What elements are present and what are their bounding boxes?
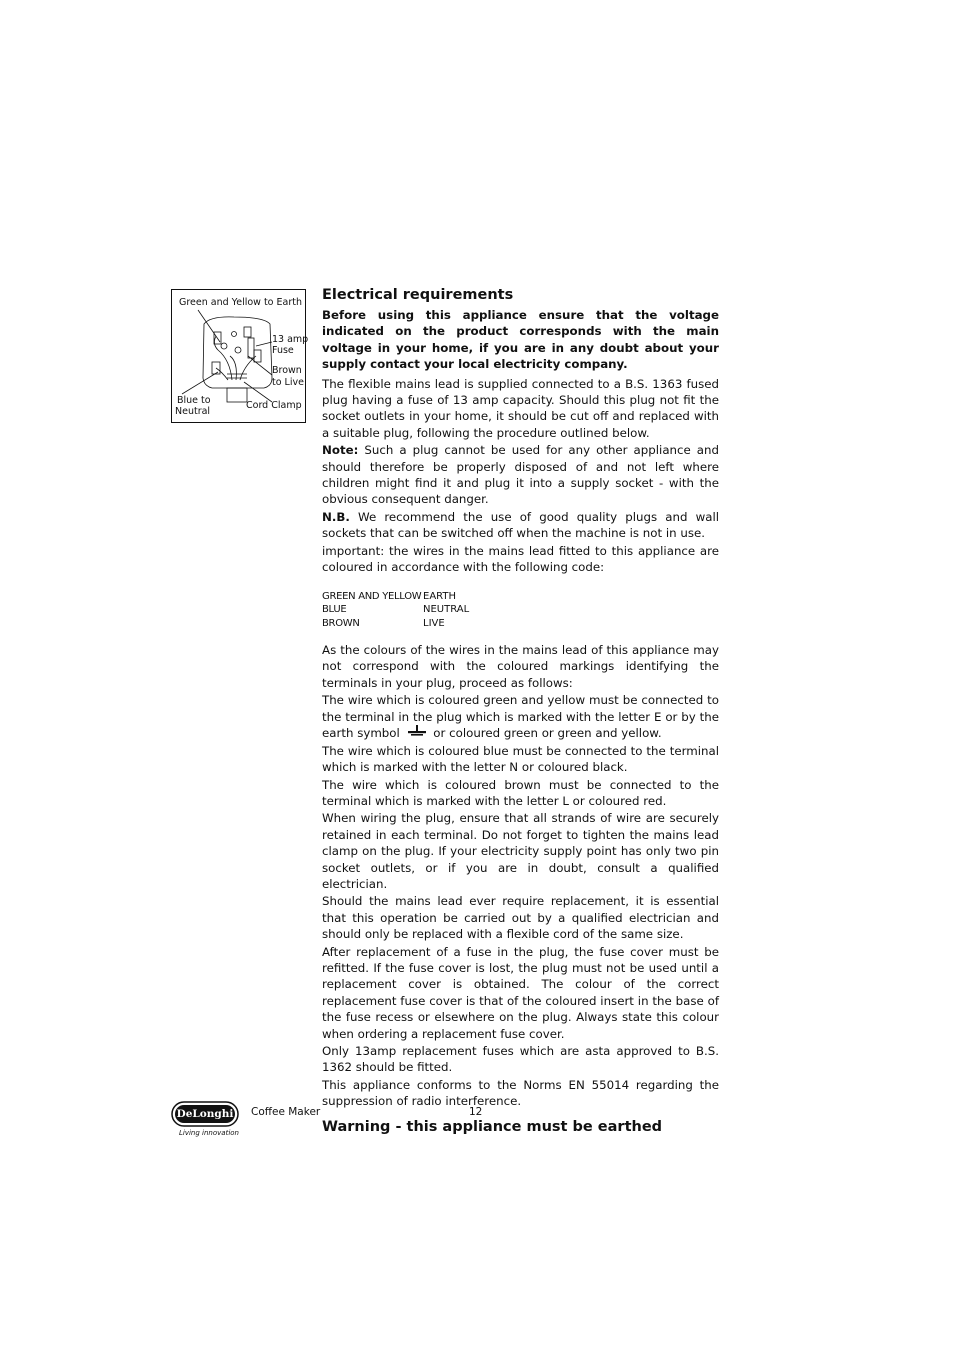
wiring-paragraph: When wiring the plug, ensure that all strands of wire are securely retained in each terminal. Do not forget to tighten the mains lead clamp on the plug. If your electricity supply point has only two pin socket outlets, or if you are in doubt, consult a qualified electrician. <box>322 811 719 891</box>
blue-wire-paragraph: The wire which is coloured blue must be connected to the terminal which is marked with the letter N or coloured black. <box>322 743 719 775</box>
earth-symbol-icon <box>407 725 427 741</box>
replacement-paragraph: Should the mains lead ever require replacement, it is essential that this operation be carried out by a qualified electrician and should only be replaced with a flexible cord of the same size. <box>322 894 719 942</box>
supply-paragraph: The flexible mains lead is supplied connected to a B.S. 1363 fused plug having a fuse of 13 amp capacity. Should this plug not fit the socket outlets in your home, it should be cut off and replaced with a suitable plug, following the procedure outlined below. <box>322 376 719 440</box>
label-fuse-amp: 13 amp <box>272 334 309 345</box>
nb-text: We recommend the use of good quality plugs and wall sockets that can be switched off when the machine is not in use. <box>322 509 720 541</box>
norms-paragraph: This appliance conforms to the Norms EN 55014 regarding the suppression of radio interference. <box>322 1077 719 1109</box>
fuse-cover-paragraph: After replacement of a fuse in the plug, the fuse cover must be refitted. If the fuse cover is lost, the plug must not be used until a replacement cover is obtained. The colour of the correct replacement fuse cover is that of the coloured insert in the base of the fuse recess or elsewhere on the plug. Always state this colour when ordering a replacement fuse cover. <box>322 944 719 1041</box>
brand-tagline: Living innovation <box>179 1129 239 1137</box>
green-wire-text-1: The wire which is coloured green and yellow must be connected to the terminal in the plug which is marked with the letter E or by the earth symbol <box>322 693 719 741</box>
label-cord-clamp: Cord Clamp <box>246 400 302 411</box>
main-text-column <box>322 286 719 1139</box>
colours-paragraph: As the colours of the wires in the mains lead of this appliance may not correspond with the coloured markings identifying the terminals in your plug, proceed as follows: <box>322 643 719 690</box>
voltage-warning: Before using this appliance ensure that the voltage indicated on the product corresponds with the main voltage in your home, if you are in any doubt about your supply contact your local electricity company. <box>322 308 719 372</box>
table-row <box>322 590 469 604</box>
label-live-brown: Brown <box>272 365 302 376</box>
brand-wordmark: DeLonghi <box>176 1108 234 1120</box>
earthed-warning: Warning - this appliance must be earthed <box>322 1118 663 1135</box>
plug-wiring-figure <box>171 289 309 423</box>
label-fuse: Fuse <box>272 345 294 356</box>
note-label: Note: <box>322 443 359 458</box>
green-wire-text-2: or coloured green or green and yellow. <box>433 726 662 741</box>
important-paragraph: important: the wires in the mains lead fitted to this appliance are coloured in accordance with the following code: <box>322 543 719 575</box>
nb-paragraph <box>322 509 719 542</box>
delonghi-logo <box>171 1101 239 1131</box>
colour-cell: GREEN AND YELLOW <box>322 590 422 602</box>
label-neutral-blue: Blue to <box>177 395 211 406</box>
table-row <box>322 617 469 631</box>
note-paragraph <box>322 442 719 508</box>
colour-cell: BLUE <box>322 604 347 615</box>
label-neutral: Neutral <box>175 406 211 417</box>
asta-paragraph: Only 13amp replacement fuses which are asta approved to B.S. 1362 should be fitted. <box>322 1044 719 1075</box>
colour-code-table <box>322 590 469 631</box>
table-row <box>322 603 469 617</box>
page-number: 12 <box>469 1106 483 1118</box>
brown-wire-paragraph: The wire which is coloured brown must be connected to the terminal which is marked with the letter L or coloured red. <box>322 777 719 808</box>
note-text: Such a plug cannot be used for any other appliance and should therefore be properly disposed of and not left where children might find it and plug it into a supply socket - with the obvious consequent danger. <box>322 443 719 507</box>
terminal-cell: NEUTRAL <box>423 604 470 615</box>
label-earth: Green and Yellow to Earth <box>179 297 302 308</box>
terminal-cell: EARTH <box>423 590 457 602</box>
product-name: Coffee Maker <box>251 1106 321 1118</box>
green-wire-paragraph <box>322 692 719 742</box>
label-live: to Live <box>272 377 304 388</box>
colour-cell: BROWN <box>322 617 360 629</box>
terminal-cell: LIVE <box>423 617 445 629</box>
section-title: Electrical requirements <box>322 287 514 303</box>
nb-label: N.B. <box>322 509 350 524</box>
